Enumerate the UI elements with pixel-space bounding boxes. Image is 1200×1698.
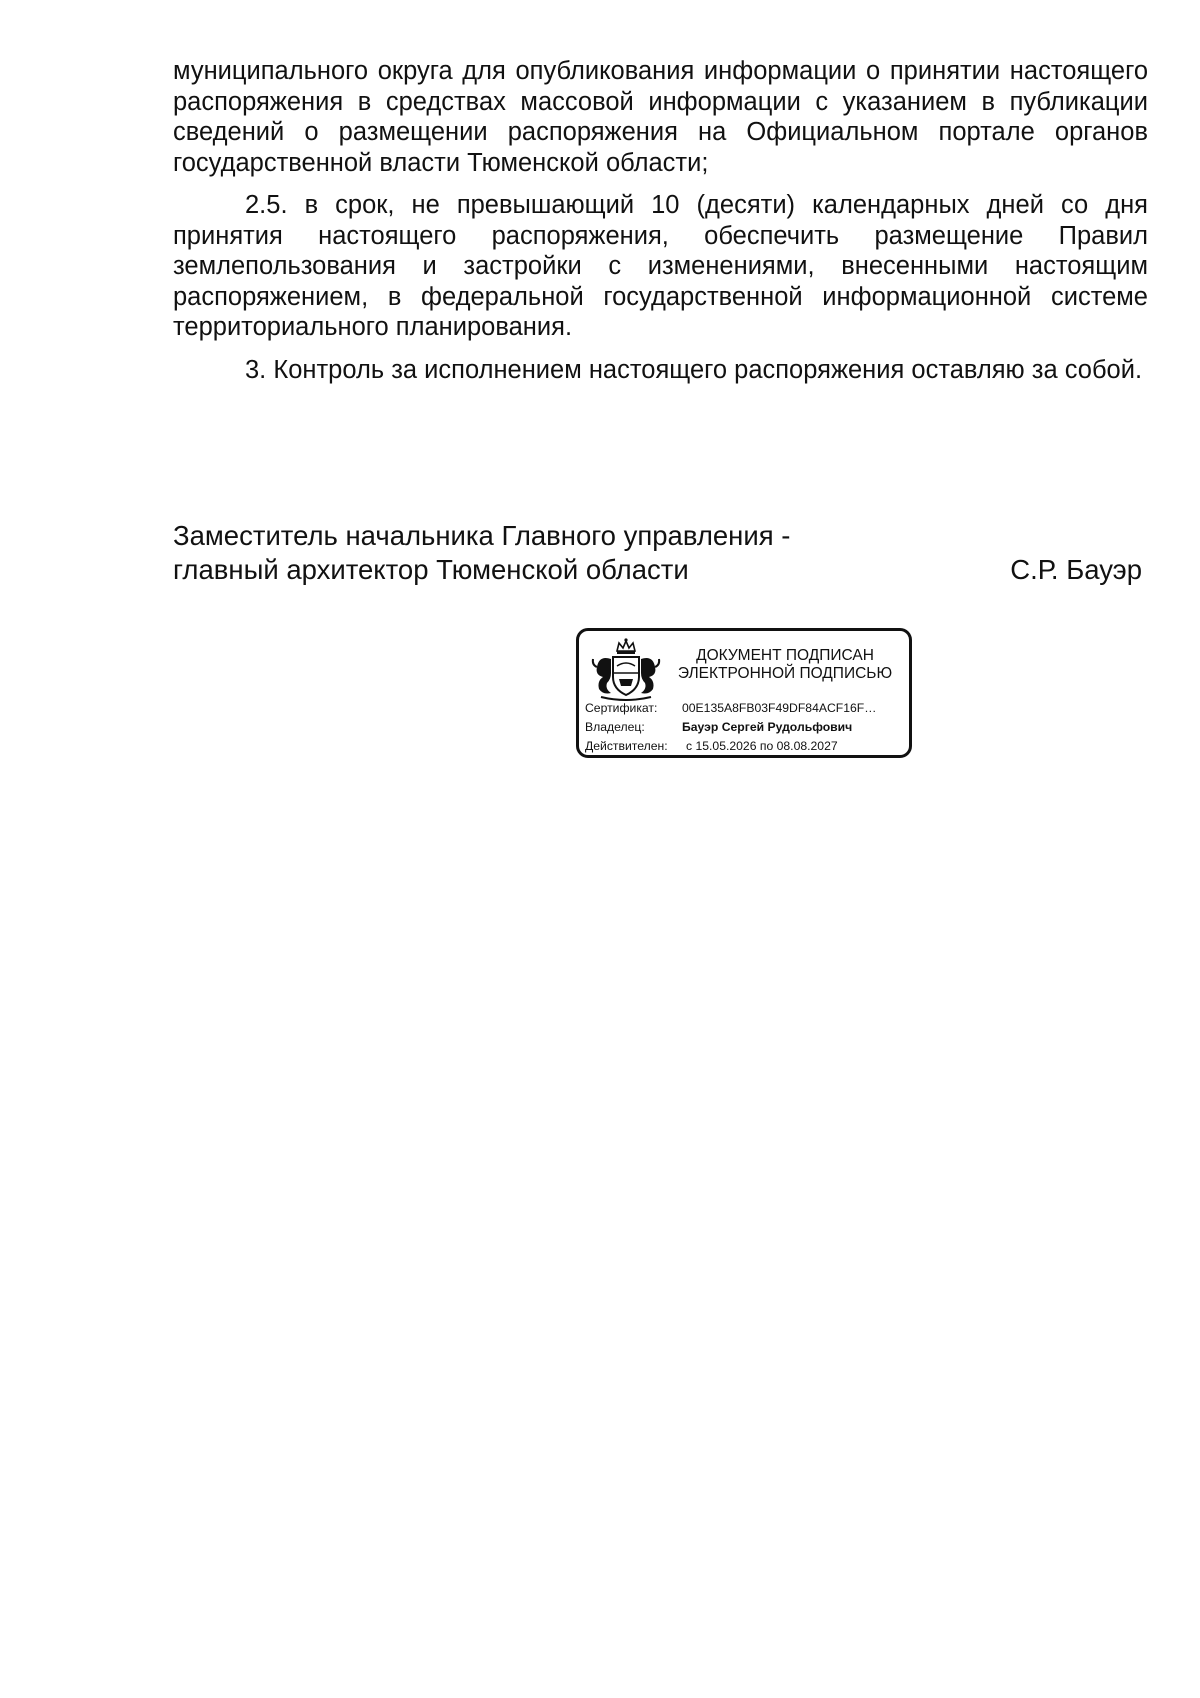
owner-value: Бауэр Сергей Рудольфович: [682, 720, 853, 734]
stamp-certificate-row: [585, 701, 876, 715]
owner-label: Владелец:: [585, 720, 645, 734]
certificate-value: 00E135A8FB03F49DF84ACF16F…: [682, 701, 877, 715]
paragraph-continuation: муниципального округа для опубликования информации о принятии настоящего распоряжения в средствах массовой информации с указанием в публикации сведений о размещении распоряжения на Официальном портале органов государственной власти Тюменской области;: [173, 57, 1148, 177]
stamp-owner-row: [585, 720, 852, 734]
signature-block: [173, 519, 1148, 587]
stamp-title-line-1: ДОКУМЕНТ ПОДПИСАН: [696, 647, 874, 664]
validity-value: с 15.05.2026 по 08.08.2027: [686, 739, 838, 753]
electronic-signature-stamp: [576, 628, 912, 758]
stamp-title: [665, 647, 905, 683]
document-body: [173, 56, 1148, 385]
tyumen-coat-of-arms-icon: [589, 637, 663, 703]
stamp-validity-row: [585, 739, 838, 753]
certificate-label: Сертификат:: [585, 701, 658, 715]
signer-position-line-1: Заместитель начальника Главного управления -: [173, 520, 791, 551]
signer-position-line-2: главный архитектор Тюменской области: [173, 554, 689, 585]
paragraph-2-5: 2.5. в срок, не превышающий 10 (десяти) календарных дней со дня принятия настоящего распоряжения, обеспечить размещение Правил землепользования и застройки с изменениями, внесенными настоящим распоряжением, в федеральной государственной информационной системе территориального планирования.: [173, 191, 1148, 341]
stamp-title-line-2: ЭЛЕКТРОННОЙ ПОДПИСЬЮ: [677, 665, 893, 682]
validity-label: Действителен:: [585, 739, 668, 753]
paragraph-3: 3. Контроль за исполнением настоящего распоряжения оставляю за собой.: [245, 355, 1143, 384]
signer-name: С.Р. Бауэр: [1010, 554, 1142, 585]
